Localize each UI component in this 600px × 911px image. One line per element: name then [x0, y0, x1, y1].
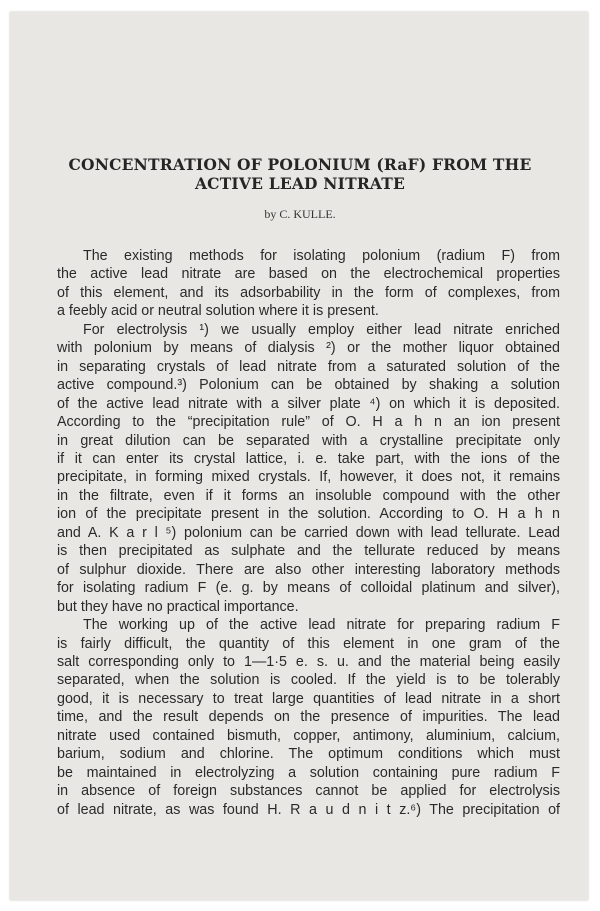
body-line: in the filtrate, even if it forms an insoluble compound with the other	[57, 487, 560, 504]
body-line: ion of the precipitate present in the solution. According to O. H a h n	[57, 506, 560, 523]
body-line: barium, sodium and chlorine. The optimum conditions which must	[57, 746, 560, 763]
body-line: of the active lead nitrate with a silver plate ⁴) on which it is deposited.	[57, 395, 560, 412]
body-line: and A. K a r l ⁵) polonium can be carried down with lead tellurate. Lead	[57, 524, 560, 541]
body-line: time, and the result depends on the presence of impurities. The lead	[57, 709, 560, 726]
body-line: in separating crystals of lead nitrate from a saturated solution of the	[57, 358, 560, 375]
body-line: precipitate, in forming mixed crystals. If, however, it does not, it remains	[57, 469, 560, 486]
body-line: of lead nitrate, as was found H. R a u d n i t z.⁶) The precipitation of	[57, 801, 560, 818]
body-line: nitrate used contained bismuth, copper, antimony, aluminium, calcium,	[57, 727, 560, 744]
paper-author: by C. KULLE.	[264, 207, 336, 221]
body-line: be maintained in electrolyzing a solution containing pure radium F	[57, 764, 560, 781]
body-line: in great dilution can be separated with a crystalline precipitate only	[57, 432, 560, 449]
body-line: but they have no practical importance.	[57, 598, 299, 615]
body-line: active compound.³) Polonium can be obtained by shaking a solution	[57, 377, 560, 394]
body-line: is then precipitated as sulphate and the tellurate reduced by means	[57, 543, 560, 560]
body-line: separated, when the solution is cooled. If the yield is to be tolerably	[57, 672, 560, 689]
body-line: a feebly acid or neutral solution where it is present.	[57, 303, 379, 320]
body-line: is fairly difficult, the quantity of this element in one gram of the	[57, 635, 560, 652]
body-line: The existing methods for isolating polonium (radium F) from	[83, 248, 560, 264]
body-text	[57, 247, 560, 819]
paper-title	[0, 155, 600, 193]
body-line: According to the “precipitation rule” of O. H a h n an ion present	[57, 414, 560, 431]
paper-title-line-1: CONCENTRATION OF POLONIUM (RaF) FROM THE	[68, 155, 532, 174]
body-line: of this element, and its adsorbability in the form of complexes, from	[57, 284, 560, 301]
body-line: of sulphur dioxide. There are also other interesting laboratory methods	[57, 561, 560, 578]
body-line: with polonium by means of dialysis ²) or the mother liquor obtained	[57, 340, 560, 357]
body-line: if it can enter its crystal lattice, i. e. take part, with the ions of the	[57, 450, 560, 467]
body-line: in absence of foreign substances cannot be applied for electrolysis	[57, 783, 560, 800]
body-line: salt corresponding only to 1—1·5 e. s. u. and the material being easily	[57, 653, 560, 670]
body-line: For electrolysis ¹) we usually employ either lead nitrate enriched	[83, 321, 560, 338]
body-line: good, it is necessary to treat large quantities of lead nitrate in a short	[57, 690, 560, 707]
body-line: for isolating radium F (e. g. by means of colloidal platinum and silver),	[57, 580, 560, 597]
paper-title-line-2: ACTIVE LEAD NITRATE	[194, 174, 406, 193]
body-line: the active lead nitrate are based on the electrochemical properties	[57, 266, 560, 283]
body-line: The working up of the active lead nitrate for preparing radium F	[83, 617, 560, 634]
